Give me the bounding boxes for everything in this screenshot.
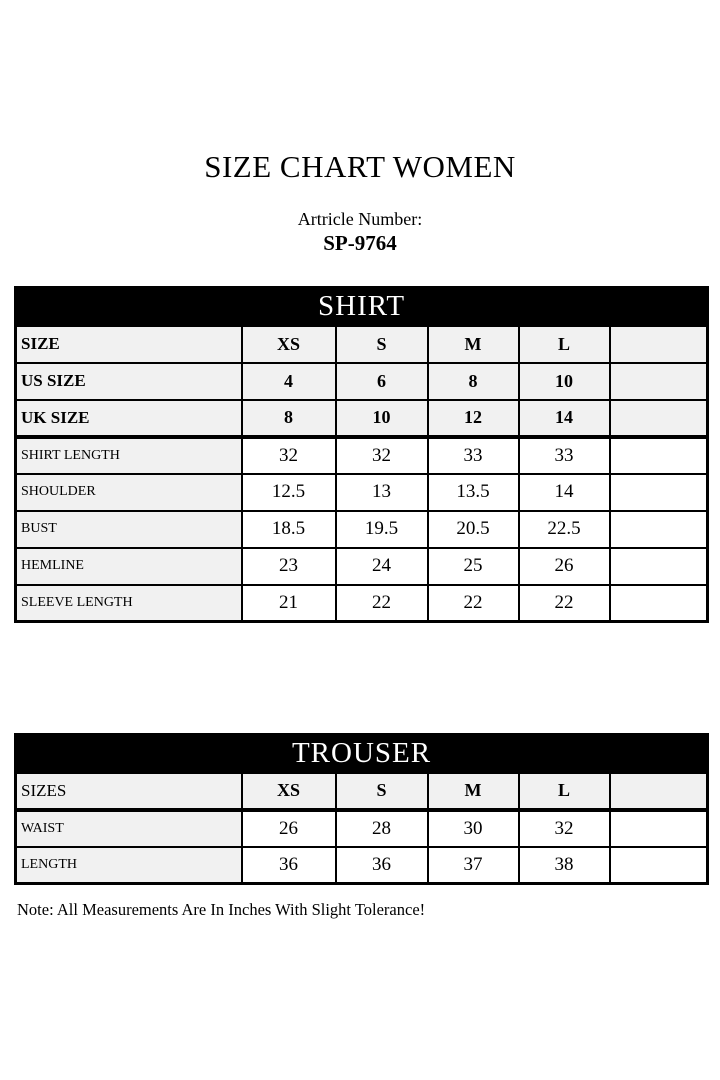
value-cell: 18.5: [242, 511, 336, 548]
table-row: [16, 474, 708, 511]
table-band-row: [16, 288, 708, 326]
row-label-cell: BUST: [16, 511, 242, 548]
table-row: [16, 847, 708, 884]
row-label-cell: UK SIZE: [16, 400, 242, 437]
value-cell: 26: [519, 548, 610, 585]
value-cell: [610, 474, 708, 511]
value-cell: 6: [336, 363, 428, 400]
article-number-value: SP-9764: [323, 231, 397, 255]
value-cell: 22: [336, 585, 428, 622]
value-cell: L: [519, 326, 610, 363]
table-row: [16, 437, 708, 474]
value-cell: 38: [519, 847, 610, 884]
table-row: [16, 585, 708, 622]
row-label-cell: LENGTH: [16, 847, 242, 884]
value-cell: XS: [242, 773, 336, 810]
value-cell: 12.5: [242, 474, 336, 511]
shirt-size-table: [14, 286, 709, 623]
table-row: [16, 400, 708, 437]
table-band-row: [16, 735, 708, 773]
page-title: SIZE CHART WOMEN: [204, 149, 516, 184]
value-cell: 24: [336, 548, 428, 585]
value-cell: [610, 548, 708, 585]
value-cell: 36: [242, 847, 336, 884]
value-cell: 8: [428, 363, 519, 400]
value-cell: 12: [428, 400, 519, 437]
value-cell: 32: [519, 810, 610, 847]
trouser-table-title: TROUSER: [16, 735, 708, 773]
row-label-cell: SHIRT LENGTH: [16, 437, 242, 474]
value-cell: 25: [428, 548, 519, 585]
row-label-cell: SLEEVE LENGTH: [16, 585, 242, 622]
value-cell: [610, 326, 708, 363]
value-cell: M: [428, 773, 519, 810]
value-cell: 32: [242, 437, 336, 474]
value-cell: 33: [428, 437, 519, 474]
value-cell: S: [336, 773, 428, 810]
table-row: [16, 548, 708, 585]
value-cell: [610, 773, 708, 810]
value-cell: [610, 400, 708, 437]
value-cell: 13: [336, 474, 428, 511]
value-cell: 22: [519, 585, 610, 622]
value-cell: M: [428, 326, 519, 363]
value-cell: 36: [336, 847, 428, 884]
article-number-label: Artricle Number:: [297, 209, 423, 229]
value-cell: L: [519, 773, 610, 810]
value-cell: XS: [242, 326, 336, 363]
value-cell: 22: [428, 585, 519, 622]
value-cell: S: [336, 326, 428, 363]
value-cell: 26: [242, 810, 336, 847]
row-label-cell: HEMLINE: [16, 548, 242, 585]
value-cell: 10: [336, 400, 428, 437]
row-label-cell: WAIST: [16, 810, 242, 847]
row-label-cell: SHOULDER: [16, 474, 242, 511]
shirt-table-title: SHIRT: [16, 288, 708, 326]
value-cell: 14: [519, 474, 610, 511]
table-row: [16, 810, 708, 847]
value-cell: 13.5: [428, 474, 519, 511]
table-row: [16, 326, 708, 363]
value-cell: 4: [242, 363, 336, 400]
value-cell: 23: [242, 548, 336, 585]
value-cell: 32: [336, 437, 428, 474]
value-cell: 19.5: [336, 511, 428, 548]
value-cell: [610, 847, 708, 884]
value-cell: 20.5: [428, 511, 519, 548]
row-label-cell: SIZE: [16, 326, 242, 363]
trouser-size-table: [14, 733, 709, 885]
value-cell: 30: [428, 810, 519, 847]
value-cell: [610, 810, 708, 847]
value-cell: [610, 511, 708, 548]
table-row: [16, 773, 708, 810]
value-cell: [610, 363, 708, 400]
value-cell: 33: [519, 437, 610, 474]
table-row: [16, 363, 708, 400]
value-cell: 28: [336, 810, 428, 847]
value-cell: 22.5: [519, 511, 610, 548]
value-cell: 21: [242, 585, 336, 622]
table-row: [16, 511, 708, 548]
value-cell: [610, 585, 708, 622]
value-cell: 8: [242, 400, 336, 437]
measurement-note: Note: All Measurements Are In Inches With Slight Tolerance!: [17, 900, 426, 919]
value-cell: 37: [428, 847, 519, 884]
row-label-cell: US SIZE: [16, 363, 242, 400]
value-cell: 10: [519, 363, 610, 400]
row-label-cell: SIZES: [16, 773, 242, 810]
value-cell: 14: [519, 400, 610, 437]
value-cell: [610, 437, 708, 474]
